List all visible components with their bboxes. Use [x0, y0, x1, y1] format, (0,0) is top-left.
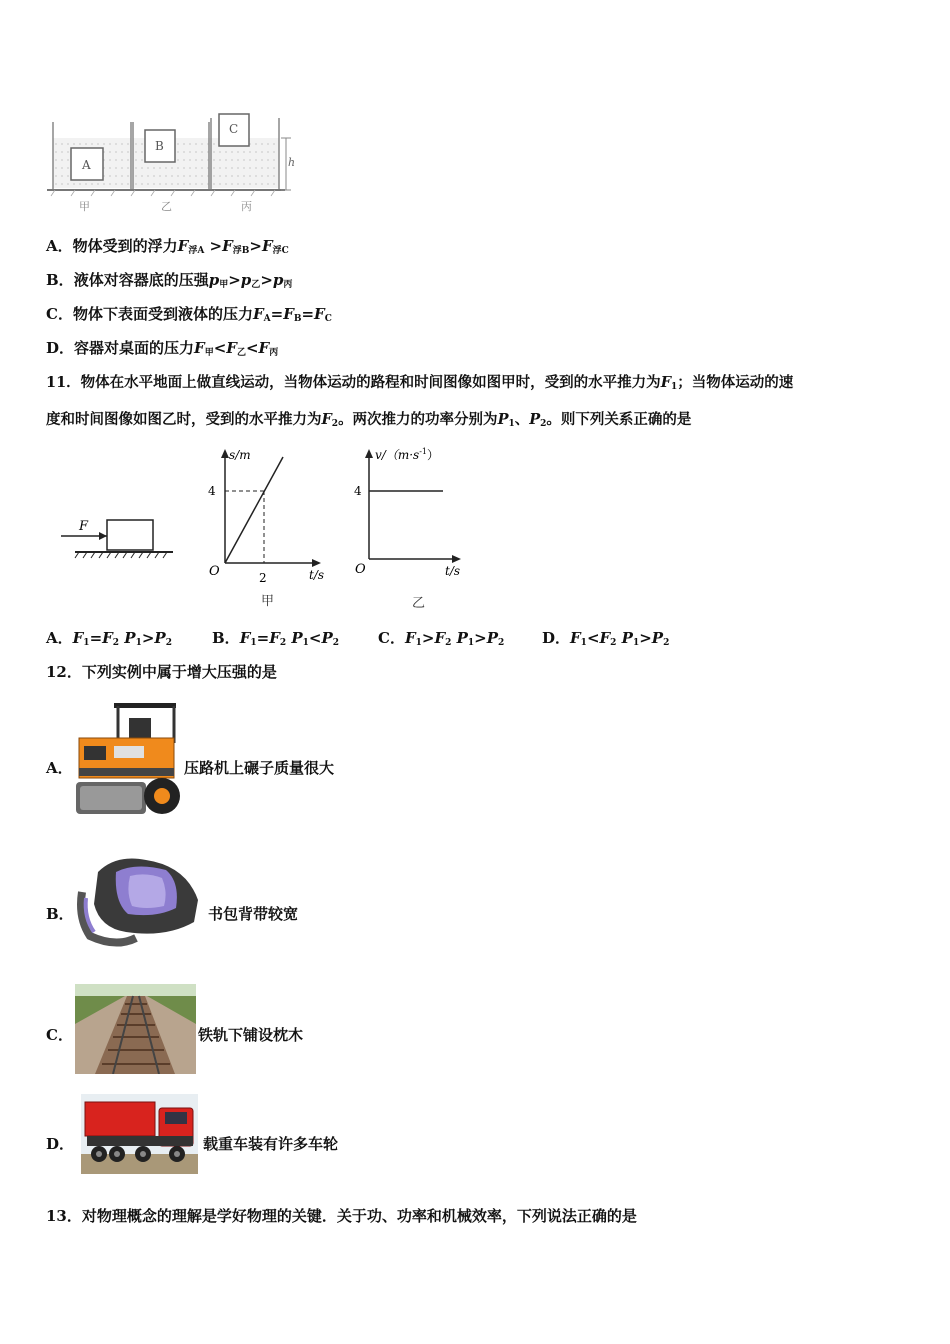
q12-option-c-label: C．: [46, 1026, 73, 1044]
block-diagram: [61, 519, 173, 558]
force-label: F: [79, 519, 89, 534]
block-c-label: C: [229, 122, 239, 136]
height-label: h: [288, 156, 295, 169]
label-yi: 乙: [161, 200, 172, 213]
q11-stem-line1: 11．物体在水平地面上做直线运动，当物体运动的路程和时间图像如图甲时，受到的水平推力为$F_1$；当物体运动的速: [46, 374, 794, 392]
q10-option-c: C．物体下表面受到液体的压力$F_A=F_B=F_C$: [46, 305, 332, 324]
st-tick-2: 2: [259, 571, 267, 585]
block-b-label: B: [155, 139, 164, 153]
label-bing: 丙: [241, 200, 252, 213]
q12-option-c-text: 铁轨下铺设枕木: [198, 1026, 304, 1044]
q10-option-a: A．物体受到的浮力$F_{浮A} >F_{浮B}>F_{浮C}$: [46, 237, 289, 256]
vt-origin: O: [355, 562, 366, 577]
block-a-label: A: [82, 158, 91, 172]
road-roller-image: [74, 698, 184, 818]
containers-figure: [45, 110, 295, 215]
q11-stem-line2: 度和时间图像如图乙时，受到的水平推力为$F_2$。两次推力的功率分别为$P_1$、$P_2$。则下列关系正确的是: [46, 411, 692, 429]
label-jia: 甲: [79, 200, 90, 213]
q10-option-d: D．容器对桌面的压力$F_甲<F_乙<F_丙$: [46, 339, 279, 358]
s-axis-label: s/m: [229, 448, 251, 462]
q12-option-b-text: 书包背带较宽: [208, 905, 299, 923]
q11-option-c: C．$F_1>F_2$ $P_1>P_2$: [378, 629, 505, 648]
v-axis-label: $v/(m\cdot s^{-1})$: [375, 447, 439, 462]
st-graph: [208, 448, 324, 609]
q13-stem: 13．对物理概念的理解是学好物理的关键．关于功、功率和机械效率，下列说法正确的是: [46, 1207, 637, 1225]
q12-stem: 12．下列实例中属于增大压强的是: [46, 663, 277, 681]
vt-t-axis: t/s: [445, 564, 461, 578]
q12-option-b-label: B．: [46, 905, 74, 923]
caption-yi: 乙: [412, 596, 426, 611]
q10-option-b: B．液体对容器底的压强$p_甲>p_乙>p_丙$: [46, 271, 293, 290]
q12-option-a-text: 压路机上碾子质量很大: [184, 759, 335, 777]
dump-truck-image: [81, 1094, 198, 1174]
st-t-axis: t/s: [309, 568, 325, 582]
vt-tick-4: 4: [354, 484, 362, 498]
st-tick-4: 4: [208, 484, 216, 498]
railway-track-image: [75, 984, 196, 1074]
caption-jia: 甲: [261, 594, 275, 609]
backpack-image: [76, 852, 204, 950]
q12-option-d-label: D．: [46, 1135, 75, 1153]
q12-option-a-label: A．: [46, 759, 73, 777]
q11-figure: [55, 445, 475, 615]
q11-option-b: B．$F_1=F_2$ $P_1<P_2$: [212, 629, 340, 648]
st-origin: O: [209, 564, 220, 579]
q11-option-a: A．$F_1=F_2$ $P_1>P_2$: [46, 629, 172, 648]
vt-graph: [354, 447, 461, 611]
q12-option-d-text: 载重车装有许多车轮: [203, 1135, 339, 1153]
q11-option-d: D．$F_1<F_2$ $P_1>P_2$: [542, 629, 670, 648]
